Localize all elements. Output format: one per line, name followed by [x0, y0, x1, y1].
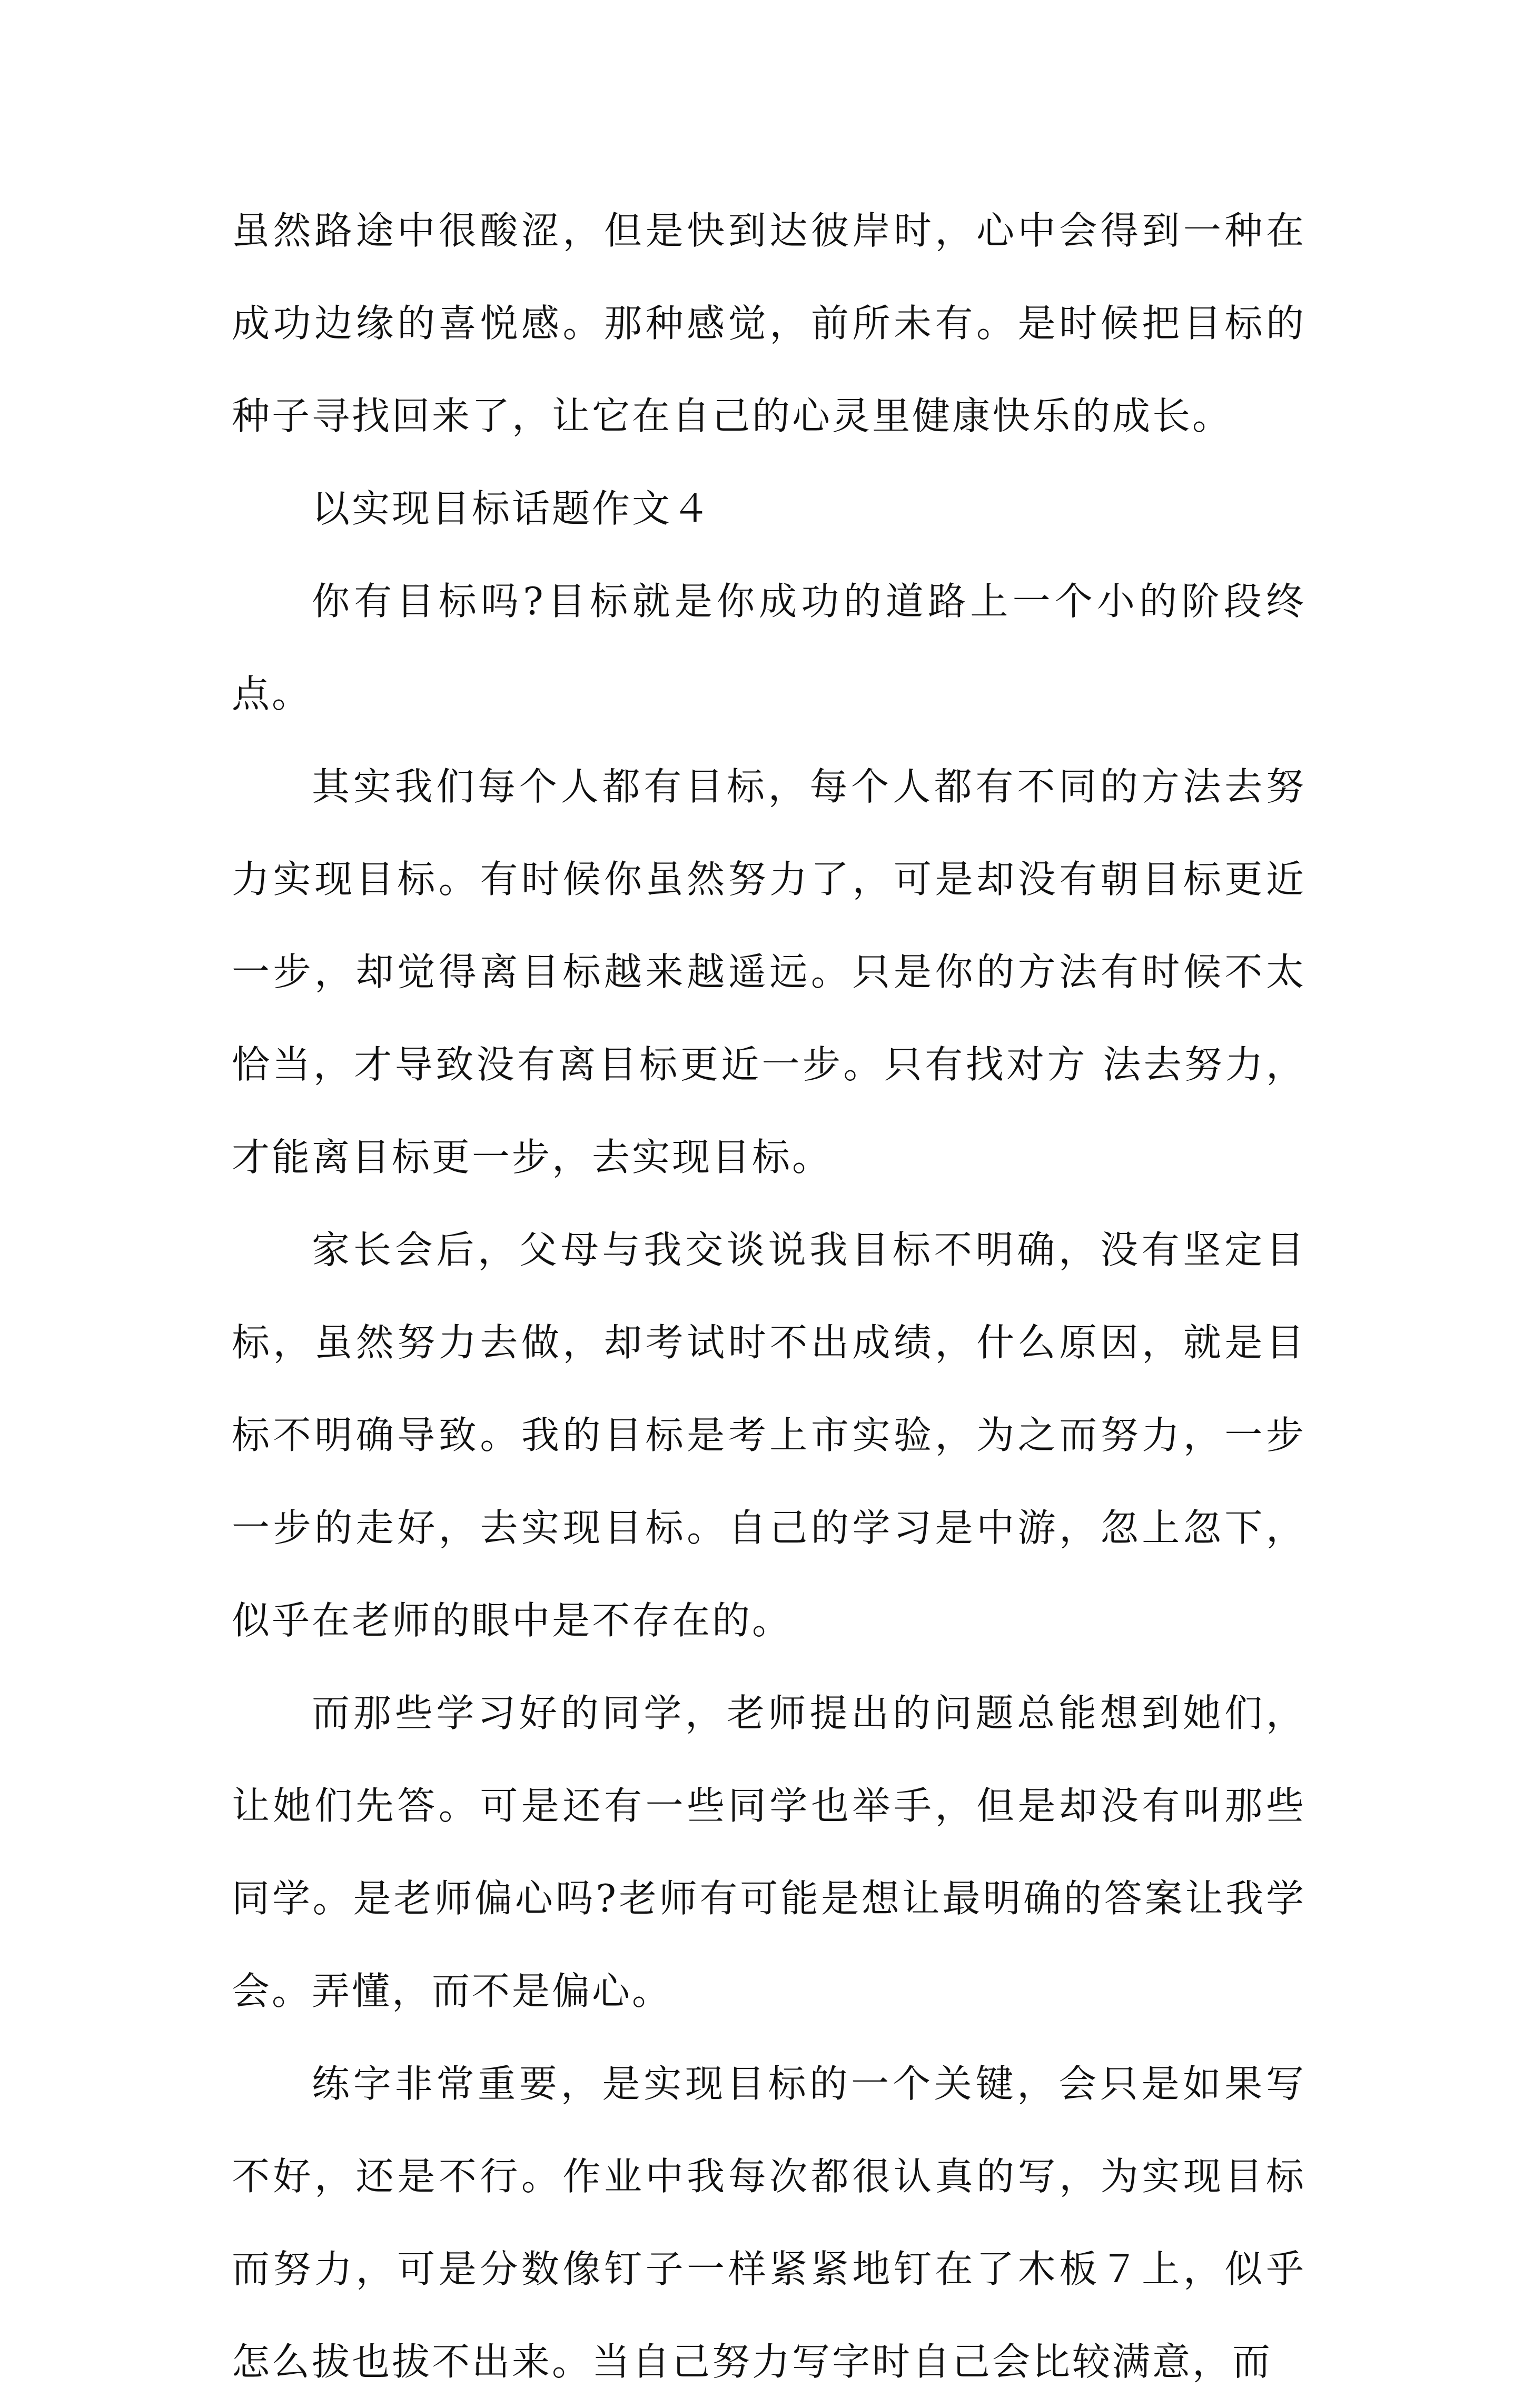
- document-body: [232, 184, 1306, 2408]
- paragraph: 家长会后，父母与我交谈说我目标不明确，没有坚定目标，虽然努力去做，却考试时不出成绩，什么原因，就是目标不明确导致。我的目标是考上市实验，为之而努力，一步一步的走好，去实现目标。自己的学习是中游，忽上忽下，似乎在老师的眼中是不存在的。: [232, 1228, 1306, 1643]
- paragraph: 其实我们每个人都有目标，每个人都有不同的方法去努力实现目标。有时候你虽然努力了，可是却没有朝目标更近一步，却觉得离目标越来越遥远。只是你的方法有时候不太恰当，才导致没有离目标更近一步。只有找对方 法去努力，才能离目标更一步，去实现目标。: [232, 764, 1306, 1179]
- paragraph-continuation: 虽然路途中很酸涩，但是快到达彼岸时，心中会得到一种在成功边缘的喜悦感。那种感觉，前所未有。是时候把目标的种子寻找回来了，让它在自己的心灵里健康快乐的成长。: [232, 208, 1306, 438]
- paragraph: 你有目标吗?目标就是你成功的道路上一个小的阶段终点。: [232, 579, 1306, 716]
- paragraph: 练字非常重要，是实现目标的一个关键，会只是如果写不好，还是不行。作业中我每次都很认真的写，为实现目标而努力，可是分数像钉子一样紧紧地钉在了木板７上，似乎怎么拔也拔不出来。当自己努力写字时自己会比较满意，而: [232, 2062, 1306, 2384]
- paragraph: 而那些学习好的同学，老师提出的问题总能想到她们，让她们先答。可是还有一些同学也举手，但是却没有叫那些同学。是老师偏心吗?老师有可能是想让最明确的答案让我学会。弄懂，而不是偏心。: [232, 1691, 1306, 2013]
- essay-heading: 以实现目标话题作文４: [312, 486, 712, 531]
